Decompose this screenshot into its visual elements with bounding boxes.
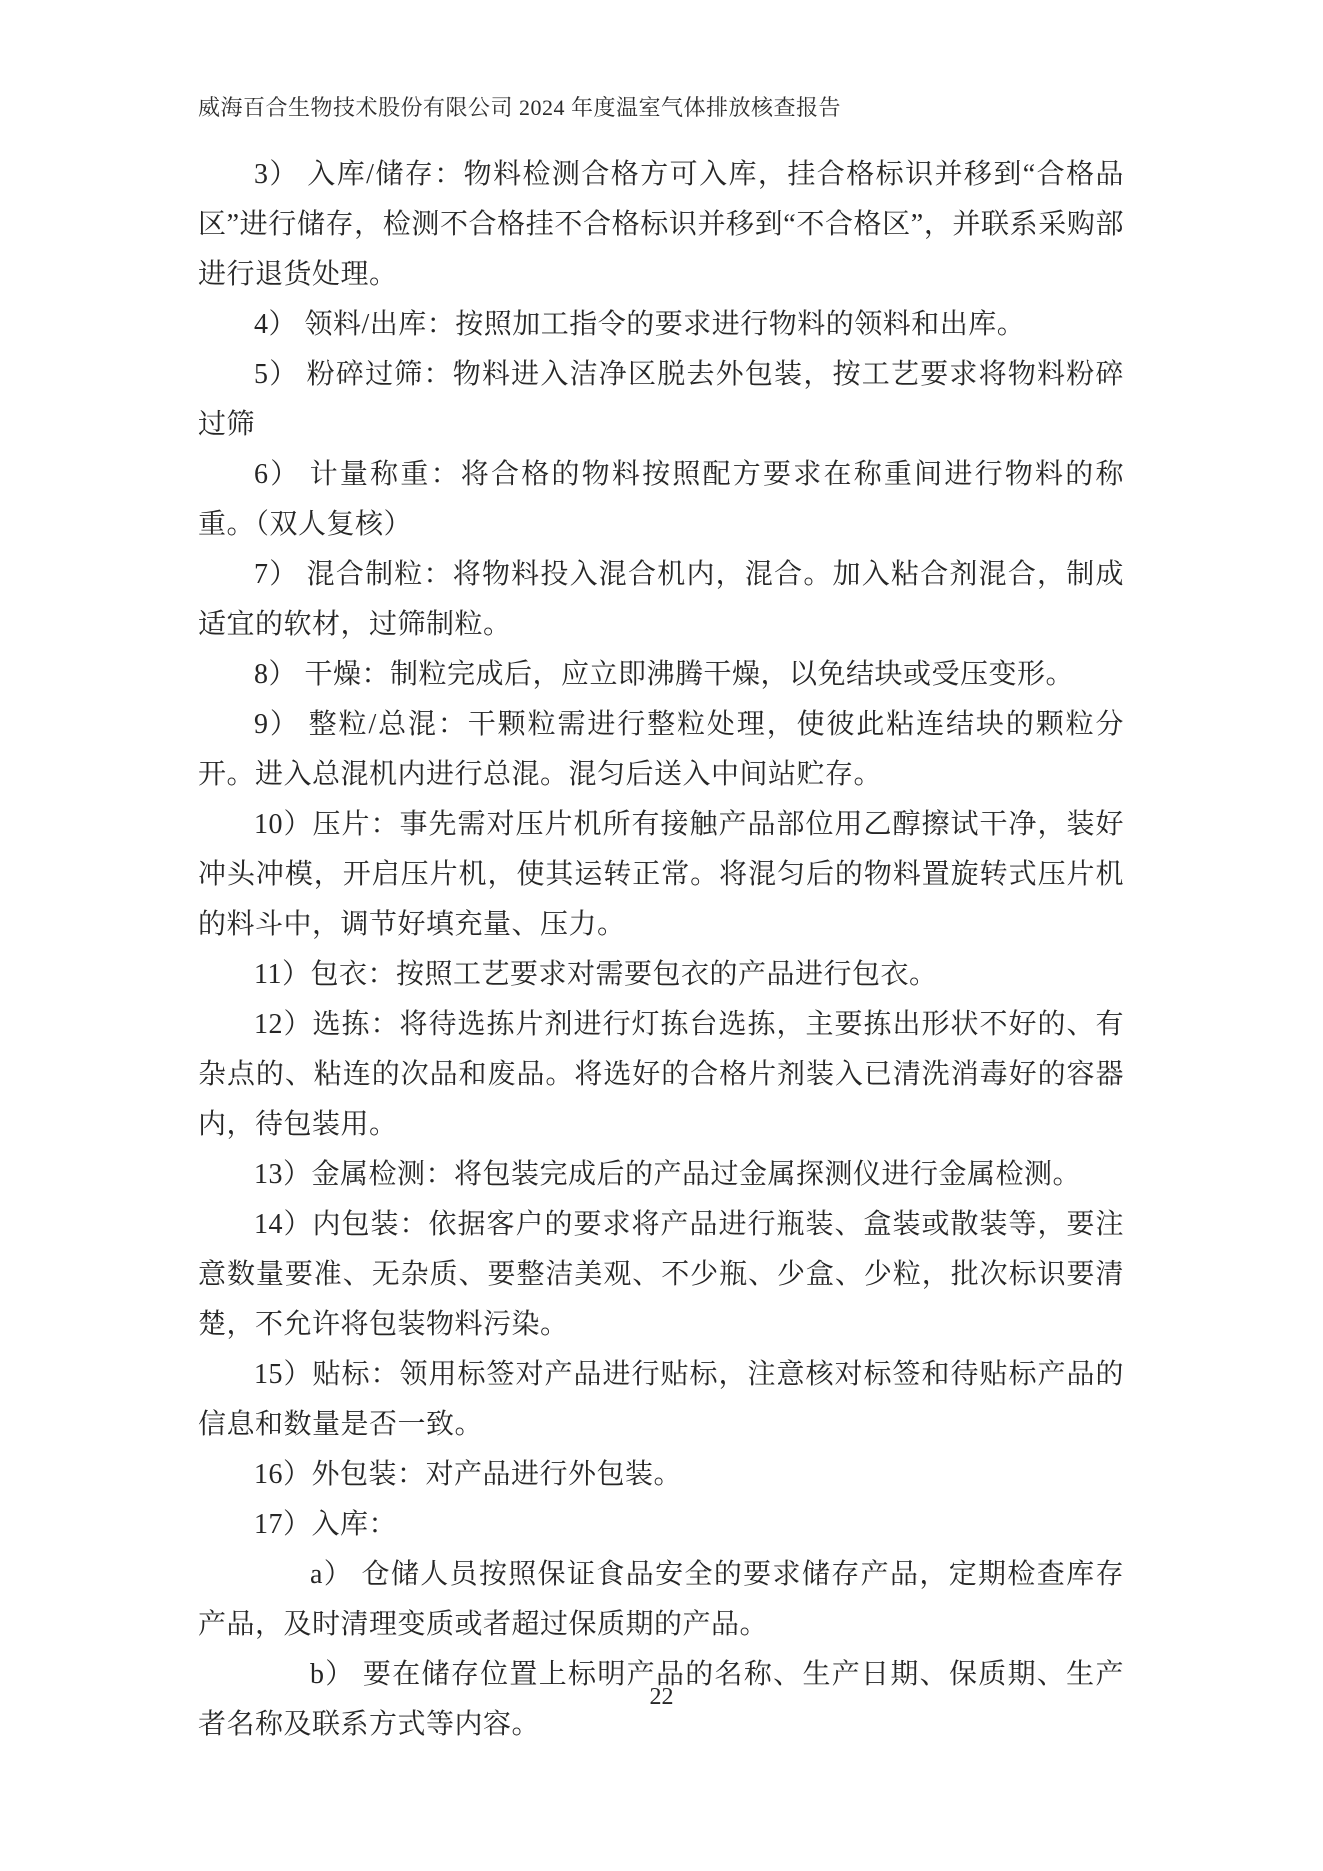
paragraph-item-16: 16）外包装：对产品进行外包装。 — [254, 1459, 683, 1490]
paragraph-item-7: 7） 混合制粒：将物料投入混合机内，混合。加入粘合剂混合，制成适宜的软材，过筛制粒。 — [198, 559, 1124, 640]
document-header-title: 威海百合生物技术股份有限公司 2024 年度温室气体排放核查报告 — [198, 95, 842, 120]
paragraph-sub-a: a） 仓储人员按照保证食品安全的要求储存产品，定期检查库存产品，及时清理变质或者超过保质期的产品。 — [198, 1559, 1124, 1640]
paragraph-item-12: 12）选拣：将待选拣片剂进行灯拣台选拣，主要拣出形状不好的、有杂点的、粘连的次品和废品。将选好的合格片剂装入已清洗消毒好的容器内，待包装用。 — [198, 1009, 1124, 1140]
paragraph-item-13: 13）金属检测：将包装完成后的产品过金属探测仪进行金属检测。 — [254, 1159, 1082, 1190]
paragraph-item-10: 10）压片：事先需对压片机所有接触产品部位用乙醇擦试干净，装好冲头冲模，开启压片机，使其运转正常。将混匀后的物料置旋转式压片机的料斗中，调节好填充量、压力。 — [198, 809, 1124, 940]
paragraph-item-6: 6） 计量称重：将合格的物料按照配方要求在称重间进行物料的称重。（双人复核） — [198, 459, 1124, 540]
paragraph-item-17: 17）入库： — [254, 1509, 398, 1540]
paragraph-item-11: 11）包衣：按照工艺要求对需要包衣的产品进行包衣。 — [254, 959, 938, 990]
paragraph-item-3: 3） 入库/储存：物料检测合格方可入库，挂合格标识并移到“合格品区”进行储存，检测不合格挂不合格标识并移到“不合格区”，并联系采购部进行退货处理。 — [198, 159, 1124, 290]
paragraph-item-8: 8） 干燥：制粒完成后，应立即沸腾干燥，以免结块或受压变形。 — [254, 659, 1075, 690]
paragraph-sub-b: b） 要在储存位置上标明产品的名称、生产日期、保质期、生产者名称及联系方式等内容。 — [198, 1659, 1124, 1740]
paragraph-item-15: 15）贴标：领用标签对产品进行贴标，注意核对标签和待贴标产品的信息和数量是否一致。 — [198, 1359, 1124, 1440]
paragraph-item-14: 14）内包装：依据客户的要求将产品进行瓶装、盒装或散装等，要注意数量要准、无杂质、要整洁美观、不少瓶、少盒、少粒，批次标识要清楚，不允许将包装物料污染。 — [198, 1209, 1124, 1340]
paragraph-item-5: 5） 粉碎过筛：物料进入洁净区脱去外包装，按工艺要求将物料粉碎过筛 — [198, 359, 1124, 440]
paragraph-item-4: 4） 领料/出库：按照加工指令的要求进行物料的领料和出库。 — [254, 309, 1026, 340]
paragraph-item-9: 9） 整粒/总混：干颗粒需进行整粒处理，使彼此粘连结块的颗粒分开。进入总混机内进行总混。混匀后送入中间站贮存。 — [198, 709, 1124, 790]
document-body — [198, 150, 1124, 1750]
page-number: 22 — [649, 1684, 674, 1710]
